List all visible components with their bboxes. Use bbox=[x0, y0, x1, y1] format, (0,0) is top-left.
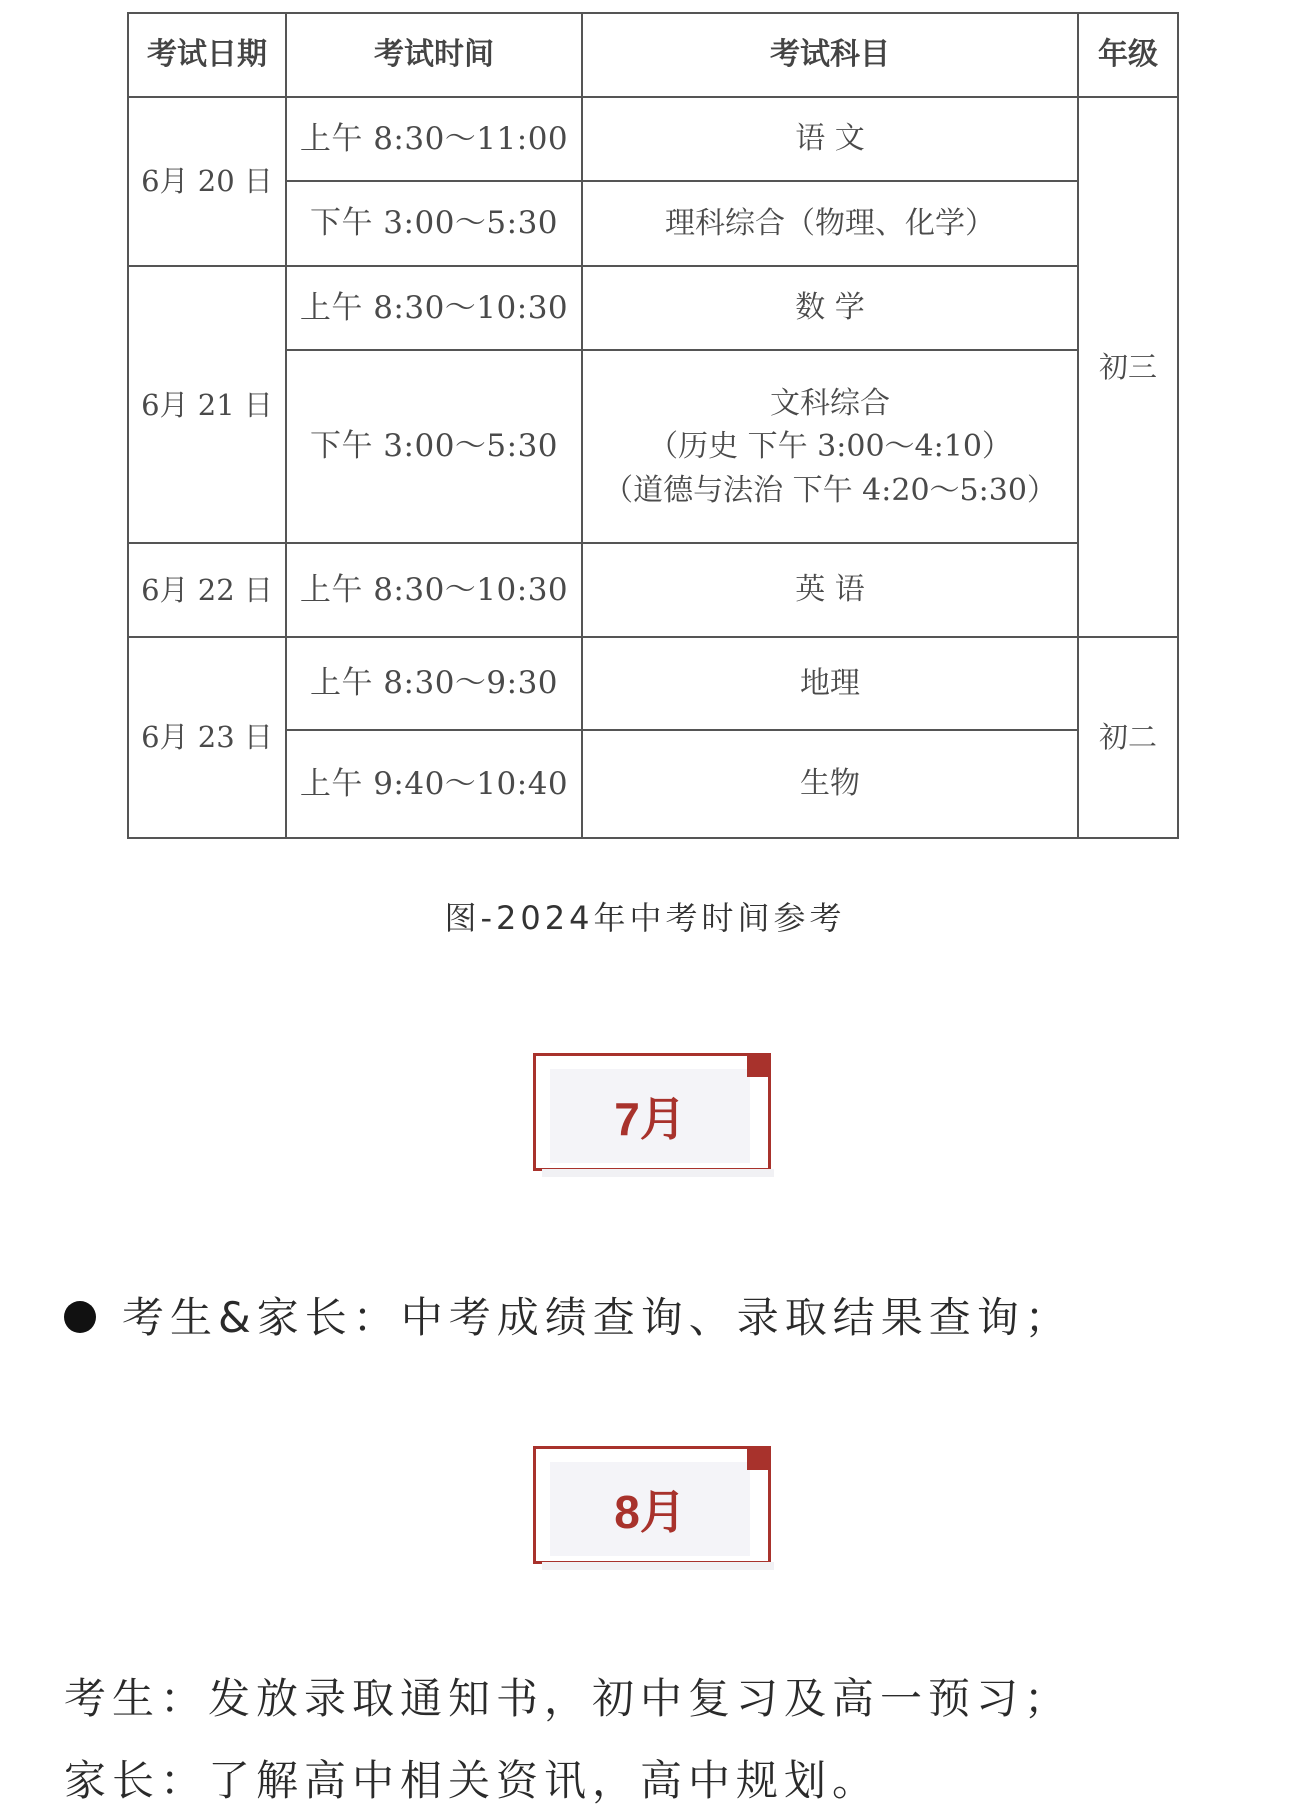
corner-accent bbox=[747, 1446, 771, 1470]
box-shadow bbox=[542, 1169, 774, 1177]
exam-time-cell: 上午 8:30～10:30 bbox=[286, 543, 582, 637]
exam-subject-cell bbox=[582, 543, 1078, 637]
exam-date-cell: 6月 22 日 bbox=[128, 543, 286, 637]
exam-time-cell: 下午 3:00～5:30 bbox=[286, 350, 582, 543]
table-row bbox=[128, 97, 1178, 181]
box-shadow bbox=[542, 1562, 774, 1570]
august-parent-line: 家长：了解高中相关资讯，高中规划。 bbox=[64, 1756, 881, 1805]
july-item-text: 考生&家长：中考成绩查询、录取结果查询； bbox=[122, 1293, 1073, 1342]
august-student-line: 考生：发放录取通知书，初中复习及高一预习； bbox=[64, 1674, 1073, 1723]
subject-line: 生物 bbox=[800, 766, 860, 802]
table-row bbox=[128, 181, 1178, 265]
subject-line: 英 语 bbox=[795, 572, 865, 608]
subject-line: 数 学 bbox=[795, 290, 865, 326]
table-header-row bbox=[128, 13, 1178, 97]
exam-time-cell: 上午 9:40～10:40 bbox=[286, 730, 582, 838]
exam-date-cell: 6月 21 日 bbox=[128, 266, 286, 543]
subject-line: 理科综合（物理、化学） bbox=[665, 205, 995, 241]
exam-time-cell: 上午 8:30～11:00 bbox=[286, 97, 582, 181]
header-grade: 年级 bbox=[1078, 13, 1178, 97]
exam-time-cell: 上午 8:30～10:30 bbox=[286, 266, 582, 350]
exam-time-cell: 下午 3:00～5:30 bbox=[286, 181, 582, 265]
exam-subject-cell bbox=[582, 350, 1078, 543]
grade-cell: 初二 bbox=[1078, 637, 1178, 838]
table-row bbox=[128, 266, 1178, 350]
figure-caption: 图-2024年中考时间参考 bbox=[444, 899, 846, 937]
month-heading-july bbox=[533, 1053, 771, 1171]
subject-line: 文科综合 bbox=[770, 385, 890, 421]
subject-line: 语 文 bbox=[795, 121, 865, 157]
month-label: 8月 bbox=[550, 1462, 750, 1556]
corner-accent bbox=[747, 1053, 771, 1077]
exam-subject-cell bbox=[582, 266, 1078, 350]
bullet-icon bbox=[64, 1301, 96, 1333]
exam-date-cell: 6月 20 日 bbox=[128, 97, 286, 266]
exam-schedule-table bbox=[127, 12, 1179, 839]
subject-line: （道德与法治 下午 4:20～5:30） bbox=[603, 472, 1057, 508]
header-exam-time: 考试时间 bbox=[286, 13, 582, 97]
table-row bbox=[128, 350, 1178, 543]
table-row bbox=[128, 543, 1178, 637]
header-exam-date: 考试日期 bbox=[128, 13, 286, 97]
subject-line: 地理 bbox=[800, 665, 860, 701]
exam-subject-cell bbox=[582, 730, 1078, 838]
table-row bbox=[128, 730, 1178, 838]
header-exam-subject: 考试科目 bbox=[582, 13, 1078, 97]
exam-date-cell: 6月 23 日 bbox=[128, 637, 286, 838]
exam-subject-cell bbox=[582, 181, 1078, 265]
table-row bbox=[128, 637, 1178, 731]
month-label: 7月 bbox=[550, 1069, 750, 1163]
subject-line: （历史 下午 3:00～4:10） bbox=[648, 429, 1012, 465]
grade-cell: 初三 bbox=[1078, 97, 1178, 637]
exam-subject-cell bbox=[582, 97, 1078, 181]
exam-subject-cell bbox=[582, 637, 1078, 731]
exam-time-cell: 上午 8:30～9:30 bbox=[286, 637, 582, 731]
month-heading-august bbox=[533, 1446, 771, 1564]
july-item bbox=[64, 1285, 1073, 1345]
